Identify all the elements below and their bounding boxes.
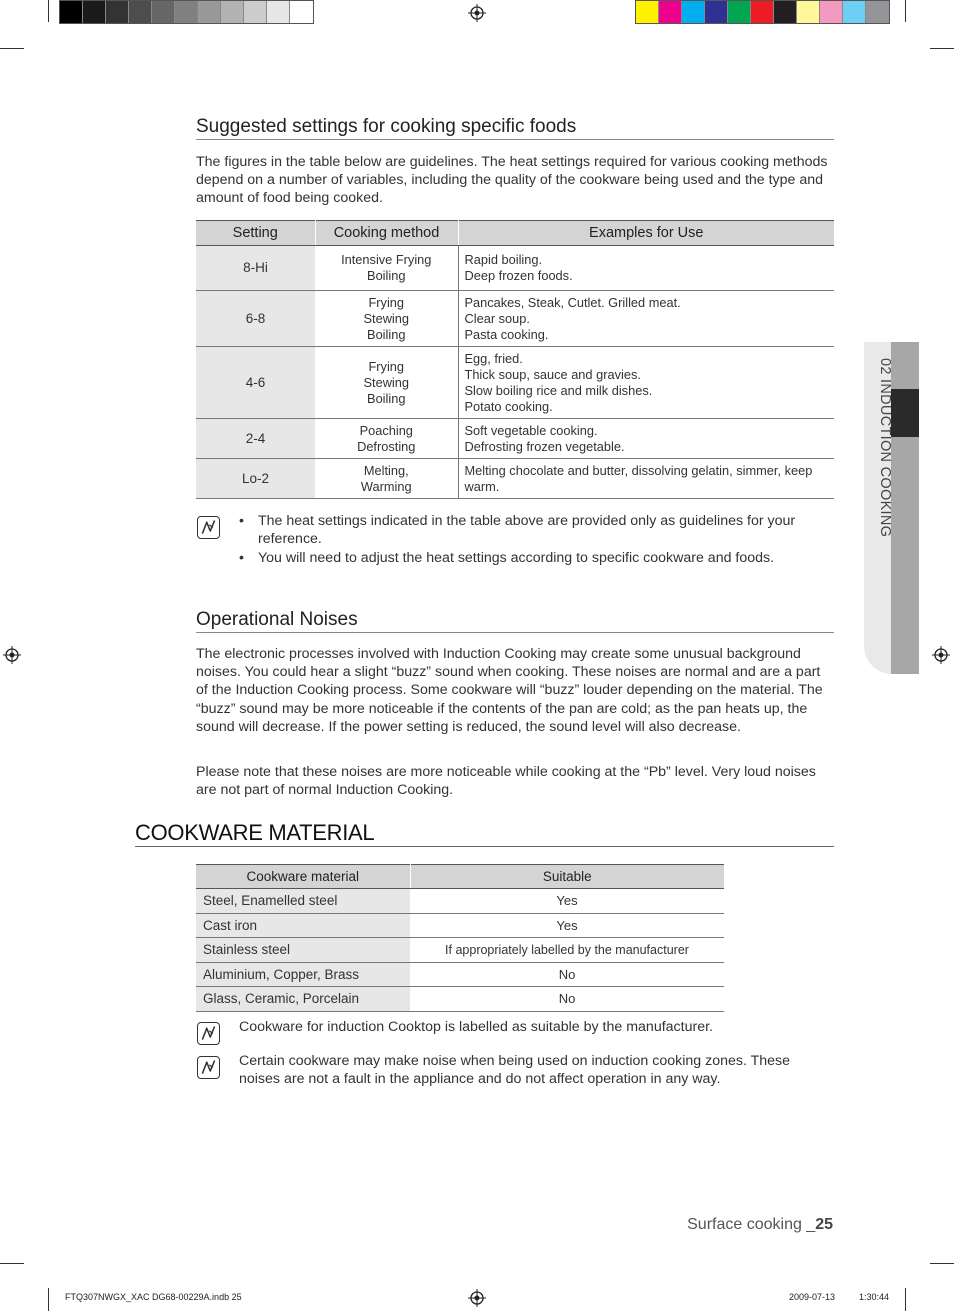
gray-swatch bbox=[244, 1, 267, 23]
method-line: Boiling bbox=[367, 390, 406, 406]
cookware-note: Certain cookware may make noise when being used on induction cooking zones. These noises are not a fault in the appliance and do not affect operation in any way. bbox=[239, 1053, 791, 1088]
gray-swatch bbox=[198, 1, 221, 23]
crop-mark bbox=[905, 1288, 906, 1311]
method-line: Melting, bbox=[363, 462, 409, 478]
note-icon bbox=[197, 1056, 220, 1079]
color-swatch bbox=[866, 1, 889, 23]
slug-file: FTQ307NWGX_XAC DG68-00229A.indb 25 bbox=[65, 1292, 242, 1302]
crop-mark bbox=[0, 1263, 24, 1264]
example-line: Deep frozen foods. bbox=[464, 268, 573, 283]
material-cell: Stainless steel bbox=[196, 938, 410, 963]
table-row bbox=[196, 246, 834, 291]
color-swatch bbox=[774, 1, 797, 23]
example-line: Slow boiling rice and milk dishes. bbox=[464, 382, 653, 398]
example-line: Pasta cooking. bbox=[464, 326, 549, 342]
table-row bbox=[196, 419, 834, 459]
method-line: Defrosting bbox=[357, 438, 416, 454]
setting-cell: 2-4 bbox=[196, 419, 315, 459]
crop-mark bbox=[48, 0, 49, 22]
method-cell bbox=[315, 459, 458, 499]
method-line: Poaching bbox=[359, 422, 413, 438]
settings-intro: The figures in the table below are guidelines. The heat settings required for various cooking methods depend on a number of variables, including the quality of the cookware being used and the type and amount of food being cooked. bbox=[196, 154, 828, 207]
process-color-bar bbox=[635, 0, 890, 24]
example-line: Rapid boiling. bbox=[464, 252, 543, 267]
method-line: Warming bbox=[360, 478, 412, 494]
method-cell bbox=[315, 419, 458, 459]
crop-mark bbox=[930, 1263, 954, 1264]
table-row bbox=[196, 459, 834, 499]
method-cell bbox=[315, 246, 458, 291]
table-row bbox=[196, 962, 724, 987]
list-item: • The heat settings indicated in the table above are provided only as guidelines for your reference. bbox=[239, 512, 819, 548]
color-swatch bbox=[728, 1, 751, 23]
examples-cell bbox=[458, 419, 834, 459]
suitable-cell: Yes bbox=[410, 913, 724, 938]
note-icon bbox=[197, 516, 220, 539]
table-header-row bbox=[196, 221, 834, 246]
note-icon bbox=[197, 1022, 220, 1045]
method-line: Boiling bbox=[367, 268, 406, 283]
settings-notes-list bbox=[239, 512, 819, 569]
crop-mark bbox=[905, 0, 906, 22]
registration-mark-icon bbox=[932, 646, 950, 664]
gray-swatch bbox=[290, 1, 313, 23]
heat-settings-table bbox=[196, 220, 834, 499]
examples-cell bbox=[458, 347, 834, 419]
cookware-note: Cookware for induction Cooktop is labelled as suitable by the manufacturer. bbox=[239, 1019, 713, 1035]
noises-paragraph: The electronic processes involved with Induction Cooking may create some unusual background noises. You could hear a slight “buzz” sound when cooking. These noises are normal and are a part of the Induction Cooking process. Some cookware will “buzz” louder depending on the material. The “buzz” sound may be more noticeable if the contents of the pan are cold; as the pan heats up, the sound will decrease. If the power setting is reduced, the sound level will also decrease. bbox=[196, 646, 823, 735]
table-header-row bbox=[196, 865, 724, 889]
table-row bbox=[196, 889, 724, 914]
setting-cell: 4-6 bbox=[196, 347, 315, 419]
crop-mark bbox=[48, 1288, 49, 1311]
method-line: Stewing bbox=[363, 374, 410, 390]
slug-time: 1:30:44 bbox=[859, 1292, 890, 1302]
example-line: Potato cooking. bbox=[464, 398, 553, 414]
setting-cell: 6-8 bbox=[196, 291, 315, 347]
suitable-cell: Yes bbox=[410, 889, 724, 914]
color-swatch bbox=[705, 1, 728, 23]
chapter-tab-marker bbox=[891, 389, 919, 437]
page-footer bbox=[687, 1216, 833, 1234]
color-swatch bbox=[682, 1, 705, 23]
method-line: Boiling bbox=[367, 326, 406, 342]
registration-mark-icon bbox=[468, 4, 486, 22]
crop-mark bbox=[930, 48, 954, 49]
page-number: 25 bbox=[815, 1216, 833, 1233]
gray-swatch bbox=[106, 1, 129, 23]
table-row bbox=[196, 291, 834, 347]
material-cell: Aluminium, Copper, Brass bbox=[196, 962, 410, 987]
method-line: Frying bbox=[368, 294, 405, 310]
registration-mark-icon bbox=[3, 646, 21, 664]
column-header-material: Cookware material bbox=[196, 865, 410, 889]
setting-cell: 8-Hi bbox=[196, 246, 315, 291]
column-header-examples: Examples for Use bbox=[458, 221, 834, 246]
method-line: Frying bbox=[368, 358, 405, 374]
examples-cell bbox=[458, 246, 834, 291]
gray-color-bar bbox=[59, 0, 314, 24]
settings-heading: Suggested settings for cooking specific foods bbox=[196, 116, 834, 140]
table-row bbox=[196, 938, 724, 963]
method-line: Intensive Frying bbox=[341, 252, 432, 267]
slug-date: 2009-07-13 bbox=[789, 1292, 836, 1302]
suitable-cell: No bbox=[410, 962, 724, 987]
example-line: Melting chocolate and butter, dissolving gelatin, simmer, keep warm. bbox=[464, 462, 813, 494]
gray-swatch bbox=[175, 1, 198, 23]
color-swatch bbox=[659, 1, 682, 23]
example-line: Thick soup, sauce and gravies. bbox=[464, 366, 641, 382]
noises-heading: Operational Noises bbox=[196, 609, 834, 633]
material-cell: Steel, Enamelled steel bbox=[196, 889, 410, 914]
suitable-cell: If appropriately labelled by the manufacturer bbox=[410, 938, 724, 963]
cookware-material-table bbox=[196, 864, 724, 1012]
color-swatch bbox=[843, 1, 866, 23]
crop-mark bbox=[0, 48, 24, 49]
footer-section: Surface cooking _ bbox=[687, 1216, 816, 1233]
column-header-method: Cooking method bbox=[315, 221, 458, 246]
noises-paragraph: Please note that these noises are more noticeable while cooking at the “Pb” level. Very loud noises are not part of normal Induction Cooking. bbox=[196, 764, 816, 799]
example-line: Defrosting frozen vegetable. bbox=[464, 438, 625, 454]
color-swatch bbox=[751, 1, 774, 23]
example-line: Soft vegetable cooking. bbox=[464, 422, 598, 438]
suitable-cell: No bbox=[410, 987, 724, 1012]
method-cell bbox=[315, 347, 458, 419]
cookware-heading: COOKWARE MATERIAL bbox=[135, 821, 834, 847]
setting-cell: Lo-2 bbox=[196, 459, 315, 499]
gray-swatch bbox=[83, 1, 106, 23]
column-header-suitable: Suitable bbox=[410, 865, 724, 889]
column-header-setting: Setting bbox=[196, 221, 315, 246]
color-swatch bbox=[797, 1, 820, 23]
examples-cell bbox=[458, 291, 834, 347]
table-row bbox=[196, 987, 724, 1012]
method-line: Stewing bbox=[363, 310, 410, 326]
chapter-tab-label: 02 INDUCTION COOKING bbox=[877, 358, 893, 538]
example-line: Egg, fried. bbox=[464, 350, 523, 366]
example-line: Pancakes, Steak, Cutlet. Grilled meat. bbox=[464, 294, 681, 310]
gray-swatch bbox=[60, 1, 83, 23]
list-item: • You will need to adjust the heat settings according to specific cookware and foods. bbox=[239, 549, 819, 567]
material-cell: Cast iron bbox=[196, 913, 410, 938]
examples-cell bbox=[458, 459, 834, 499]
gray-swatch bbox=[267, 1, 290, 23]
gray-swatch bbox=[152, 1, 175, 23]
example-line: Clear soup. bbox=[464, 310, 530, 326]
color-swatch bbox=[636, 1, 659, 23]
table-row bbox=[196, 913, 724, 938]
table-row bbox=[196, 347, 834, 419]
color-swatch bbox=[820, 1, 843, 23]
gray-swatch bbox=[221, 1, 244, 23]
gray-swatch bbox=[129, 1, 152, 23]
method-cell bbox=[315, 291, 458, 347]
material-cell: Glass, Ceramic, Porcelain bbox=[196, 987, 410, 1012]
registration-mark-icon bbox=[468, 1289, 486, 1307]
